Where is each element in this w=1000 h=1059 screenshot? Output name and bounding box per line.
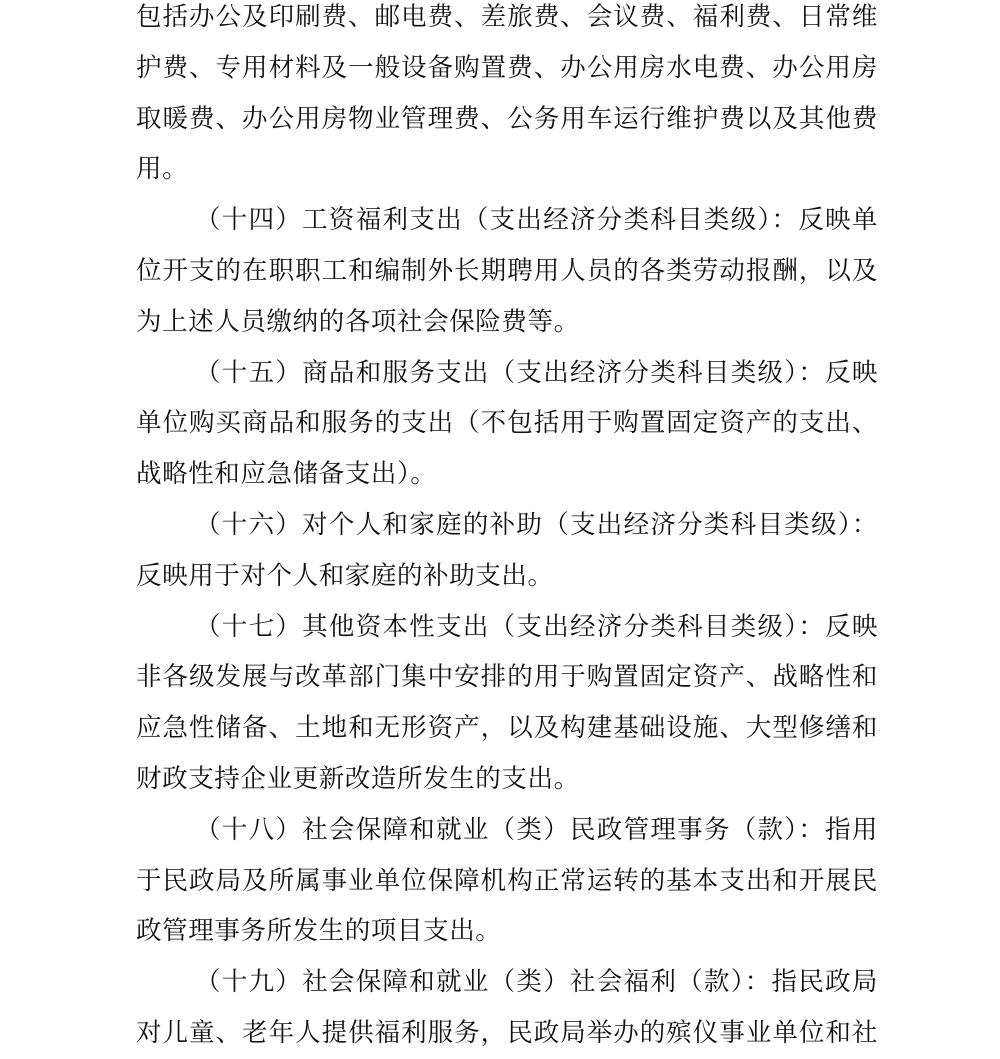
text-line: 为上述人员缴纳的各项社会保险费等。 [136, 306, 580, 337]
paragraph-18-civil-affairs-management [136, 805, 878, 957]
text-line: 政管理事务所发生的项目支出。 [136, 916, 502, 947]
paragraph-19-social-welfare [136, 957, 878, 1059]
document-page [136, 0, 878, 1059]
paragraph-17-other-capital [136, 602, 878, 805]
text-line: 于民政局及所属事业单位保障机构正常运转的基本支出和开展民 [136, 865, 878, 896]
text-line: 位开支的在职职工和编制外长期聘用人员的各类劳动报酬，以及 [136, 255, 878, 286]
text-line: 取暖费、办公用房物业管理费、公务用车运行维护费以及其他费 [136, 103, 878, 134]
text-line: 对儿童、老年人提供福利服务，民政局举办的殡仪事业单位和社 [136, 1017, 878, 1048]
text-line: 财政支持企业更新改造所发生的支出。 [136, 763, 580, 794]
text-line: 非各级发展与改革部门集中安排的用于购置固定资产、战略性和 [136, 662, 878, 693]
text-line: 单位购买商品和服务的支出（不包括用于购置固定资产的支出、 [136, 408, 878, 439]
paragraph-office-expenses [136, 0, 878, 195]
paragraph-14-salary-welfare [136, 195, 878, 347]
text-line: （十四）工资福利支出（支出经济分类科目类级）：反映单 [195, 205, 878, 236]
text-line: （十八）社会保障和就业（类）民政管理事务（款）：指用 [195, 814, 878, 845]
text-line: （十五）商品和服务支出（支出经济分类科目类级）：反映 [195, 357, 878, 388]
text-line: （十九）社会保障和就业（类）社会福利（款）：指民政局 [195, 967, 878, 998]
text-line: 用。 [136, 154, 189, 185]
text-line: 包括办公及印刷费、邮电费、差旅费、会议费、福利费、日常维 [136, 2, 878, 32]
text-line: 战略性和应急储备支出）。 [136, 459, 437, 490]
text-line: （十七）其他资本性支出（支出经济分类科目类级）：反映 [195, 611, 878, 642]
paragraph-15-goods-services [136, 348, 878, 500]
text-line: （十六）对个人和家庭的补助（支出经济分类科目类级）： [195, 509, 878, 540]
text-line: 护费、专用材料及一般设备购置费、办公用房水电费、办公用房 [136, 52, 878, 83]
text-line: 反映用于对个人和家庭的补助支出。 [136, 560, 554, 591]
text-line: 应急性储备、土地和无形资产，以及构建基础设施、大型修缮和 [136, 713, 878, 744]
paragraph-16-individual-household-subsidy [136, 500, 878, 602]
